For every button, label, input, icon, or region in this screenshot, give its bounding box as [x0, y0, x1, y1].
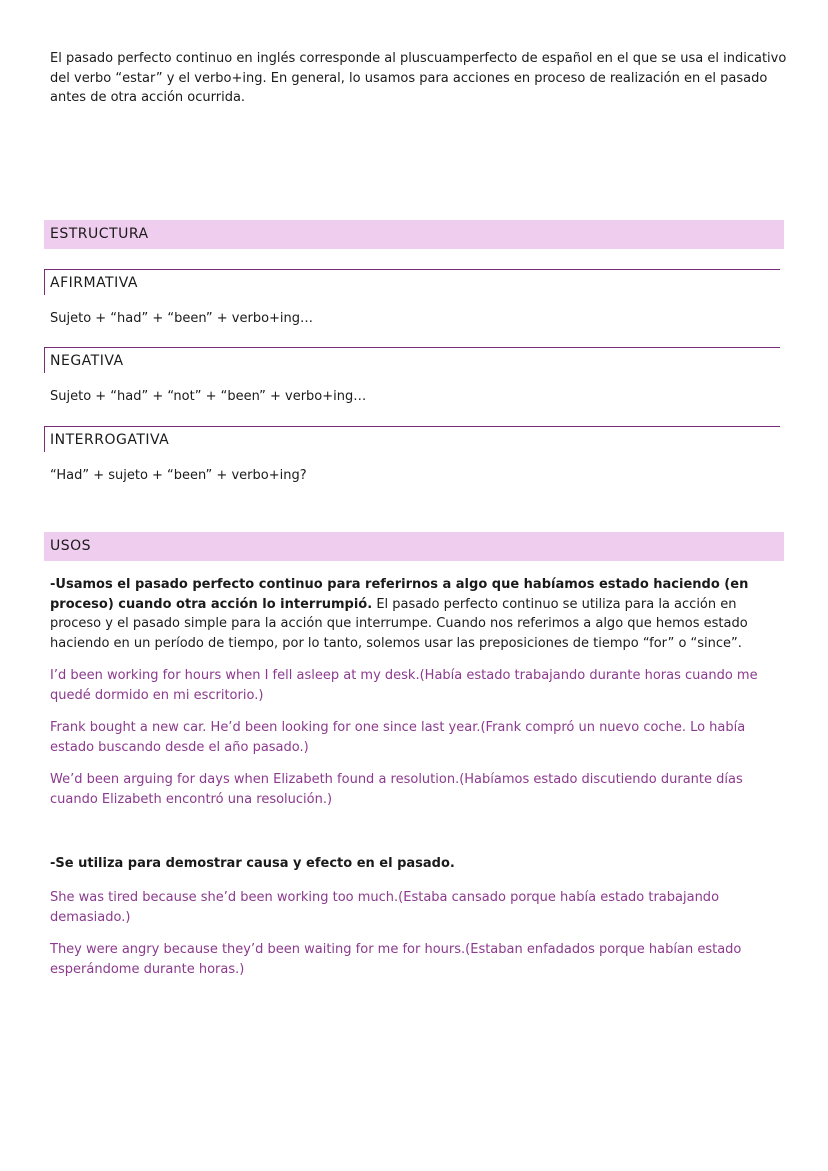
- subheading-afirmativa: AFIRMATIVA: [44, 269, 780, 295]
- section-heading-estructura: ESTRUCTURA: [44, 220, 784, 249]
- intro-paragraph: El pasado perfecto continuo en inglés corresponde al pluscuamperfecto de español en el que se usa el indicativo del verbo “estar” y el verbo+ing. En general, lo usamos para acciones en proceso de realización en el pasado antes de otra acción ocurrida.: [50, 51, 787, 105]
- formula-negativa: Sujeto + “had” + “not” + “been” + verbo+ing…: [50, 389, 367, 404]
- uso1-example-2: Frank bought a new car. He’d been looking for one since last year.(Frank compró un nuevo coche. Lo había estado buscando desde el año pasado.): [50, 720, 746, 755]
- uso1-paragraph: [50, 575, 780, 653]
- uso1-example-1: I’d been working for hours when I fell asleep at my desk.(Había estado trabajando durante horas cuando me quedé dormido en mi escritorio.): [50, 668, 758, 703]
- section-heading-usos: USOS: [44, 532, 784, 561]
- uso2-paragraph: [50, 854, 775, 874]
- subheading-interrogativa: INTERROGATIVA: [44, 426, 780, 452]
- uso2-example-2: They were angry because they’d been waiting for me for hours.(Estaban enfadados porque habían estado esperándome durante horas.): [50, 942, 742, 977]
- uso2-example-1: She was tired because she’d been working too much.(Estaba cansado porque había estado trabajando demasiado.): [50, 890, 720, 925]
- formula-afirmativa: Sujeto + “had” + “been” + verbo+ing…: [50, 311, 314, 326]
- subheading-negativa: NEGATIVA: [44, 347, 780, 373]
- formula-interrogativa: “Had” + sujeto + “been” + verbo+ing?: [50, 468, 307, 483]
- uso2-bold-text: -Se utiliza para demostrar causa y efecto en el pasado.: [50, 856, 455, 871]
- uso1-bold-text: -Usamos el pasado perfecto continuo para referirnos a algo que habíamos estado haciendo (en proceso) cuando otra acción lo interrumpió.: [50, 577, 749, 612]
- uso1-body-text: El pasado perfecto continuo se utiliza para la acción en proceso y el pasado simple para la acción que interrumpe. Cuando nos referimos a algo que hemos estado haciendo en un período de tiempo, por lo tanto, solemos usar las preposiciones de tiempo “for” o “since”.: [50, 596, 748, 651]
- uso1-example-3: We’d been arguing for days when Elizabeth found a resolution.(Habíamos estado discutiendo durante días cuando Elizabeth encontró una resolución.): [50, 772, 743, 807]
